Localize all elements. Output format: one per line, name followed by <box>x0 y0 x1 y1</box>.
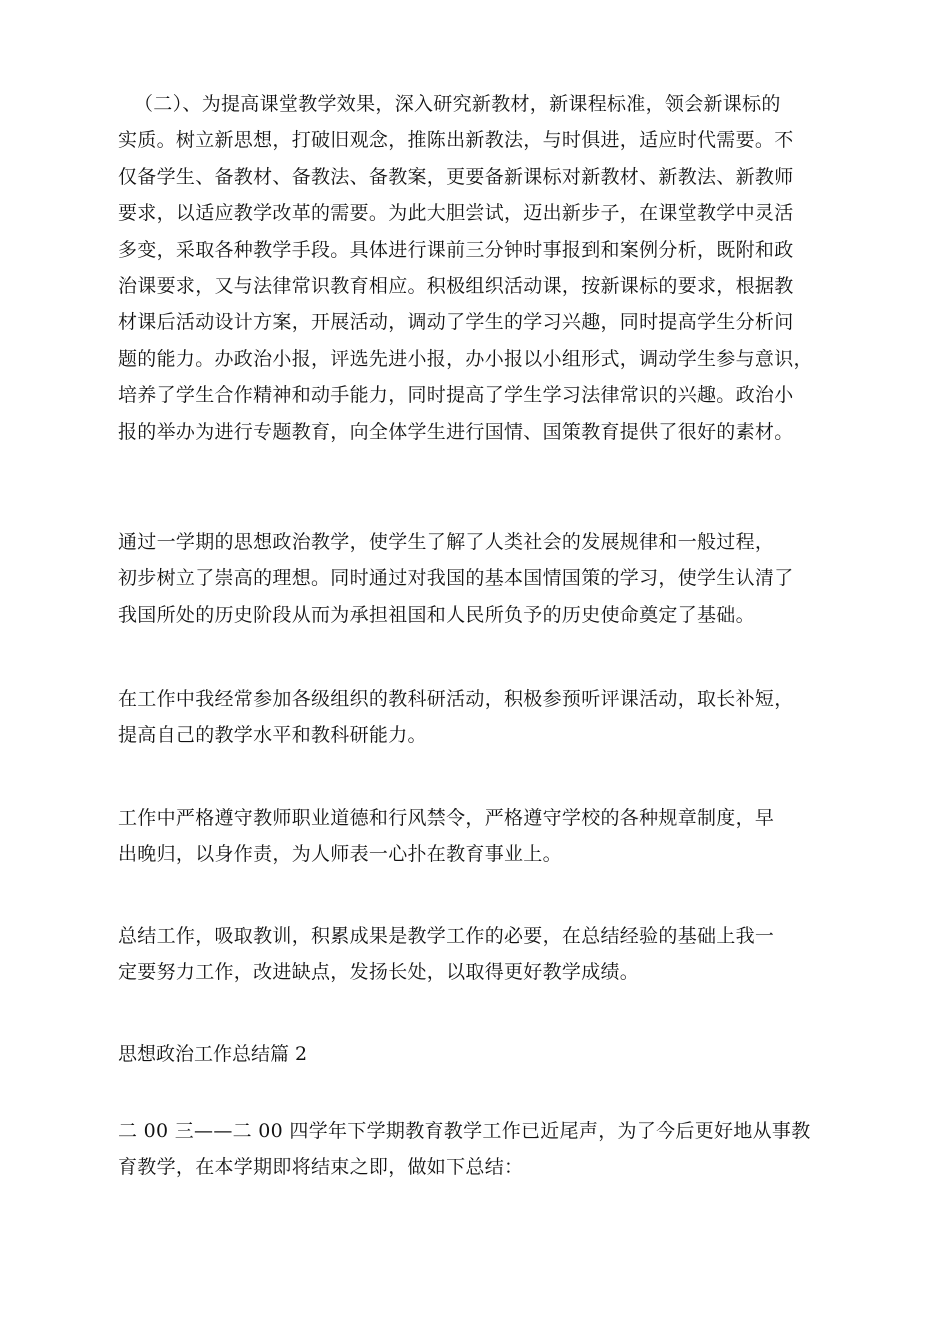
text-line: 总结工作，吸取教训，积累成果是教学工作的必要，在总结经验的基础上我一 <box>118 925 775 947</box>
text-line: 题的能力。办政治小报，评选先进小报，办小报以小组形式，调动学生参与意识， <box>118 347 813 370</box>
text-line: 实质。树立新思想，打破旧观念，推陈出新教法，与时俱进，适应时代需要。不 <box>118 129 794 152</box>
text-line: 定要努力工作，改进缺点，发扬长处，以取得更好教学成绩。 <box>118 961 640 984</box>
text-line: 二 00 三——二 00 四学年下学期教育教学工作已近尾声，为了今后更好地从事教 <box>118 1120 811 1142</box>
paragraph-school-year-intro <box>118 1113 838 1186</box>
text-line: 治课要求，又与法律常识教育相应。积极组织活动课，按新课标的要求，根据教 <box>118 274 794 297</box>
text-line: 多变，采取各种教学手段。具体进行课前三分钟时事报到和案例分析，既附和政 <box>118 238 794 261</box>
text-line: 初步树立了崇高的理想。同时通过对我国的基本国情国策的学习，使学生认清了 <box>118 567 794 590</box>
text-line: 出晚归，以身作责，为人师表一心扑在教育事业上。 <box>118 843 562 866</box>
text-line: 工作中严格遵守教师职业道德和行风禁令，严格遵守学校的各种规章制度，早 <box>118 807 775 829</box>
text-line: 仅备学生、备教材、备教法、备教案，更要备新课标对新教材、新教法、新教师 <box>118 165 794 188</box>
text-line: 提高自己的教学水平和教科研能力。 <box>118 724 427 747</box>
section-heading: 思想政治工作总结篇 2 <box>118 1043 308 1065</box>
paragraph-professional-ethics <box>118 800 838 873</box>
text-line: 报的举办为进行专题教育，向全体学生进行国情、国策教育提供了很好的素材。 <box>118 420 794 443</box>
text-line: 我国所处的历史阶段从而为承担祖国和人民所负予的历史使命奠定了基础。 <box>118 603 755 626</box>
paragraph-conclusion <box>118 918 838 991</box>
text-line: 通过一学期的思想政治教学，使学生了解了人类社会的发展规律和一般过程， <box>118 531 775 553</box>
text-line: 要求，以适应教学改革的需要。为此大胆尝试，迈出新步子，在课堂教学中灵活 <box>118 202 794 225</box>
paragraph-research-activities <box>118 681 838 754</box>
text-line: 材课后活动设计方案，开展活动，调动了学生的学习兴趣，同时提高学生分析问 <box>118 311 794 334</box>
text-line: 培养了学生合作精神和动手能力，同时提高了学生学习法律常识的兴趣。政治小 <box>118 384 794 407</box>
text-line: （二）、为提高课堂教学效果，深入研究新教材，新课程标准，领会新课标的 <box>134 93 781 115</box>
paragraph-semester-summary <box>118 524 838 633</box>
text-line: 育教学，在本学期即将结束之即，做如下总结： <box>118 1156 524 1179</box>
paragraph-teaching-effect <box>118 86 838 450</box>
text-line: 在工作中我经常参加各级组织的教科研活动，积极参预听评课活动，取长补短， <box>118 688 794 710</box>
